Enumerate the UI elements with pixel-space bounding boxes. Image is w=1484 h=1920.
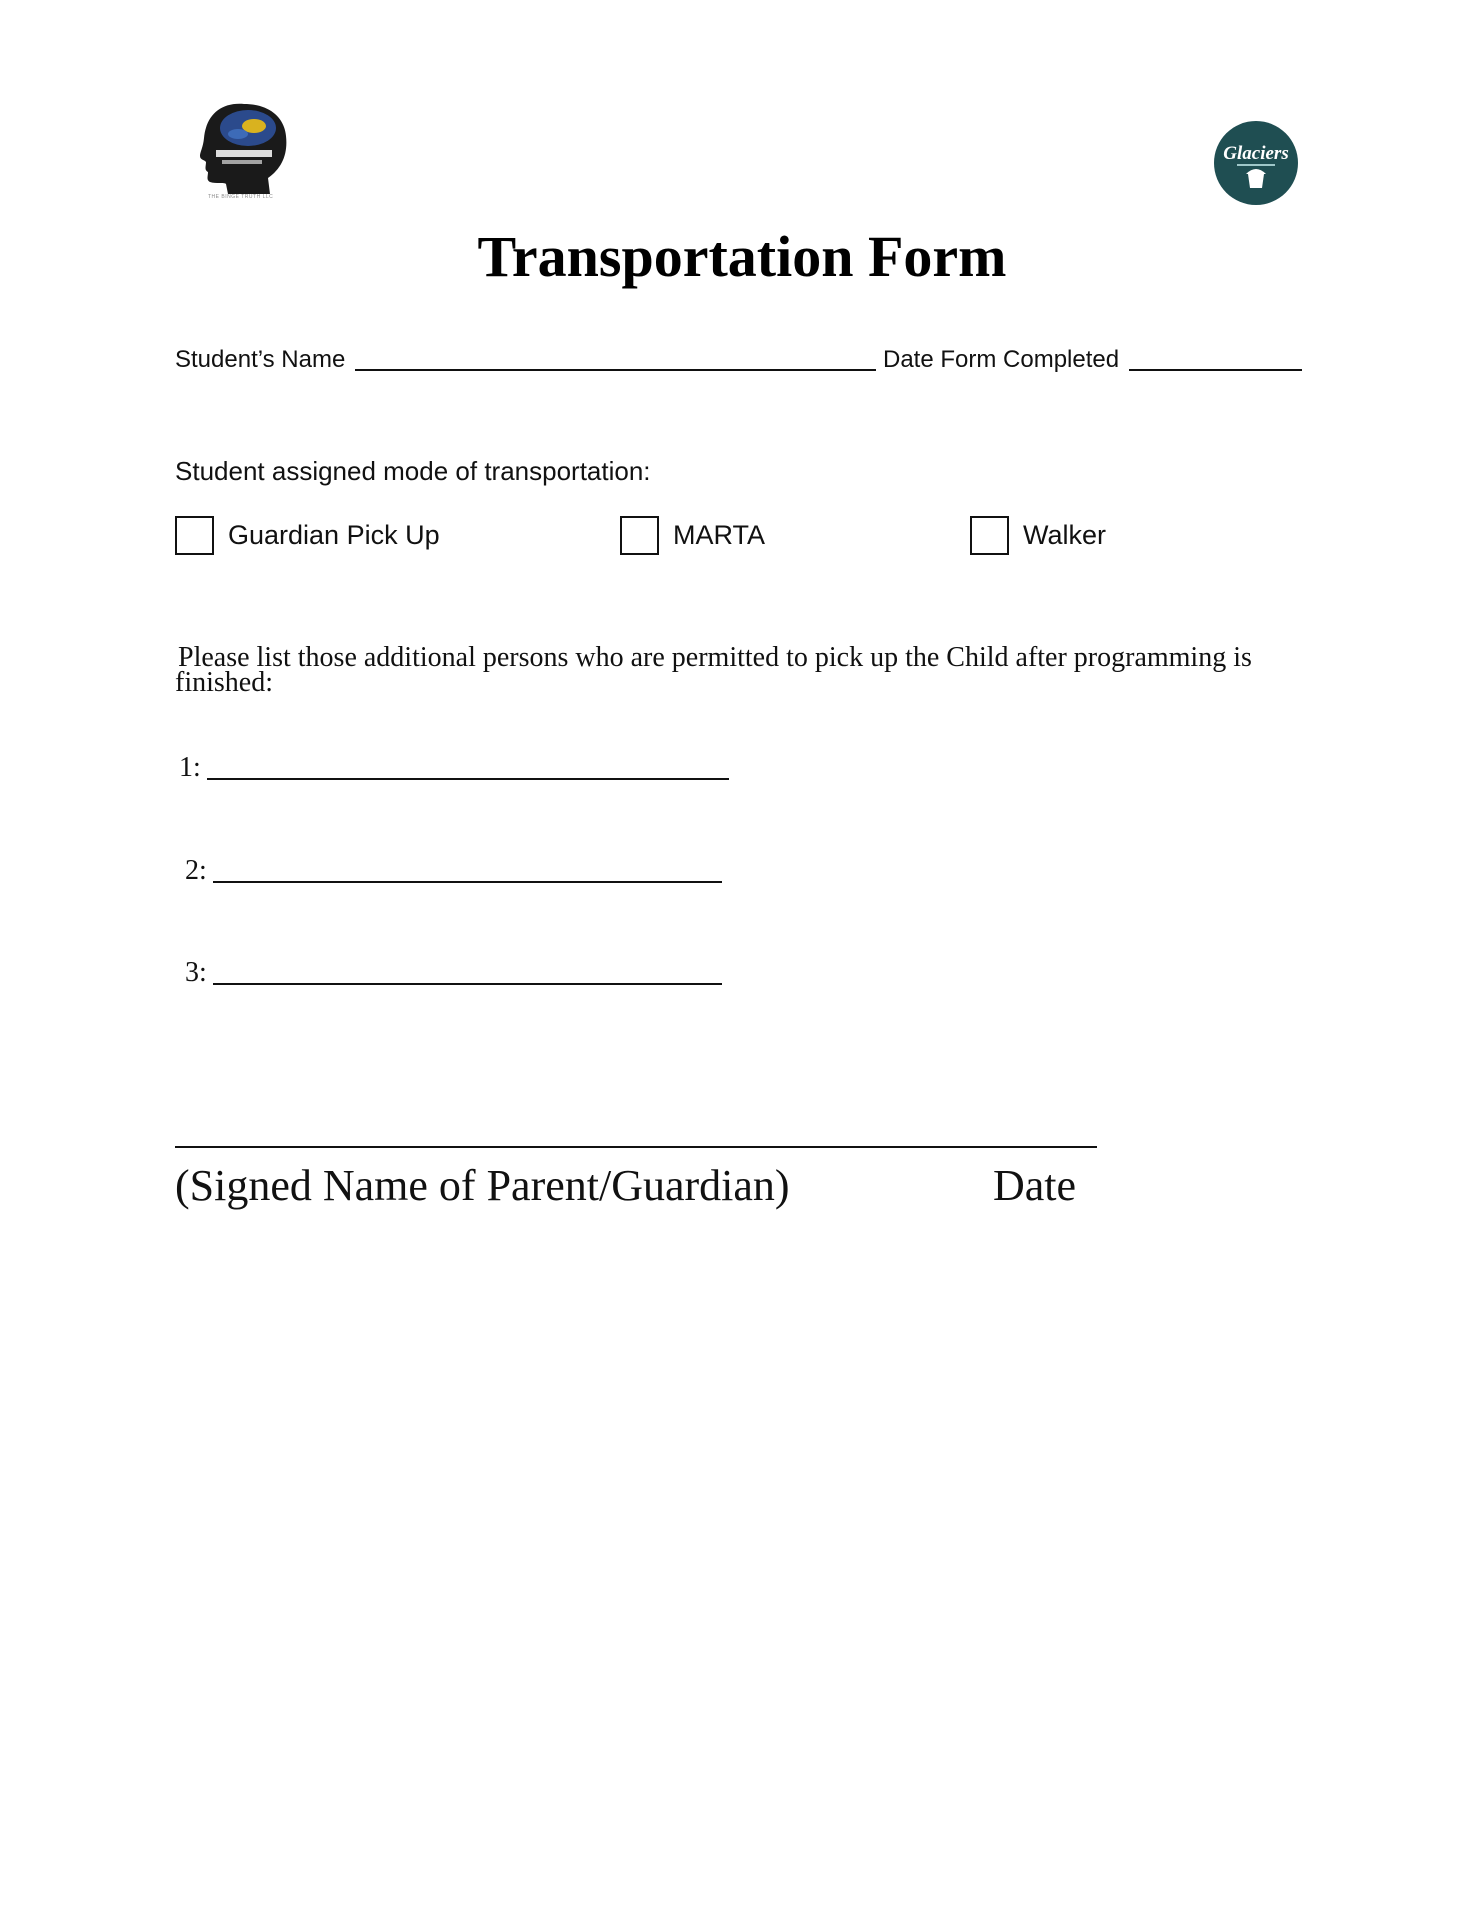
student-name-field[interactable] xyxy=(355,369,876,371)
pickup-person-number: 2: xyxy=(185,855,207,886)
pickup-person-number: 1: xyxy=(179,752,201,783)
student-name-label: Student’s Name xyxy=(175,346,346,373)
logo-tagline: THE BINGE TRUTH LLC xyxy=(208,194,274,200)
pickup-person-row xyxy=(185,957,722,989)
signed-name-label: (Signed Name of Parent/Guardian) xyxy=(175,1161,790,1210)
pickup-person-row xyxy=(179,752,729,784)
pickup-person-row xyxy=(185,855,722,887)
pickup-person-number: 3: xyxy=(185,957,207,988)
transportation-mode-label: Student assigned mode of transportation: xyxy=(175,456,651,486)
option-walker[interactable] xyxy=(970,513,1106,557)
date-completed-field[interactable] xyxy=(1129,369,1302,371)
guardian-pick-up-checkbox[interactable] xyxy=(175,516,214,555)
marta-label: MARTA xyxy=(673,520,766,550)
binge-truth-logo xyxy=(198,98,290,208)
guardian-pick-up-label: Guardian Pick Up xyxy=(228,520,440,550)
pickup-person-3-field[interactable] xyxy=(213,983,722,985)
pickup-instructions: Please list those additional persons who are permitted to pick up the Child after programming is finished: xyxy=(175,642,1252,698)
pickup-person-1-field[interactable] xyxy=(207,778,729,780)
marta-checkbox[interactable] xyxy=(620,516,659,555)
option-marta[interactable] xyxy=(620,513,765,557)
walker-label: Walker xyxy=(1023,520,1107,550)
signature-field[interactable] xyxy=(175,1146,1097,1148)
page-title: Transportation Form xyxy=(477,224,1007,289)
head-silhouette-icon xyxy=(198,98,290,198)
walker-checkbox[interactable] xyxy=(970,516,1009,555)
signature-date-label: Date xyxy=(993,1161,1077,1210)
option-guardian-pick-up[interactable] xyxy=(175,513,440,557)
date-completed-label: Date Form Completed xyxy=(883,346,1120,373)
glaciers-icon xyxy=(1213,120,1299,206)
glaciers-logo-text: Glaciers xyxy=(1223,143,1289,164)
glaciers-logo xyxy=(1213,120,1299,206)
pickup-person-2-field[interactable] xyxy=(213,881,722,883)
